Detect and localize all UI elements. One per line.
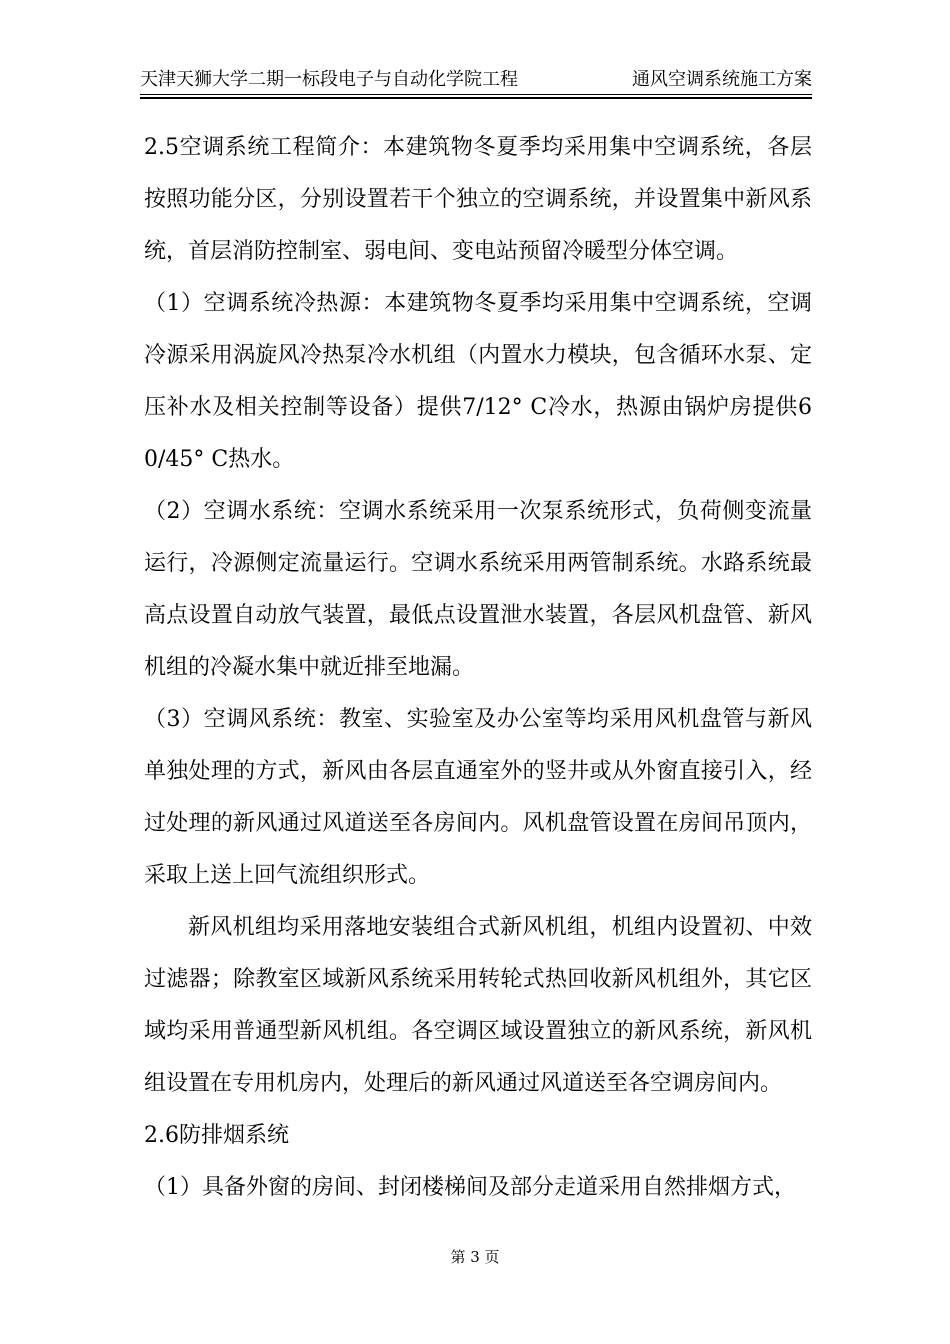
header-document-title: 通风空调系统施工方案	[632, 69, 812, 90]
header-rule-thick	[140, 97, 812, 99]
paragraph-natural-smoke-exhaust: （1）具备外窗的房间、封闭楼梯间及部分走道采用自然排烟方式，	[144, 1175, 796, 1200]
document-body	[144, 122, 812, 1214]
header-project-title: 天津天狮大学二期一标段电子与自动化学院工程	[140, 69, 518, 90]
header-rule-thin	[140, 94, 812, 95]
page-number: 第 3 页	[450, 1248, 500, 1266]
paragraph-heat-cold-source: （1）空调系统冷热源：本建筑物冬夏季均采用集中空调系统，空调冷源采用涡旋风冷热泵冷水机组（内置水力模块，包含循环水泵、定压补水及相关控制等设备）提供7/12° C冷水，热源由锅炉房提供60/45° C热水。	[144, 291, 812, 472]
page-header	[140, 68, 812, 94]
paragraph-fresh-air-units: 新风机组均采用落地安装组合式新风机组，机组内设置初、中效过滤器；除教室区域新风系统采用转轮式热回收新风机组外，其它区域均采用普通型新风机组。各空调区域设置独立的新风系统，新风机组设置在专用机房内，处理后的新风通过风道送至各空调房间内。	[144, 915, 812, 1096]
section-heading-2-6: 2.6防排烟系统	[144, 1123, 289, 1148]
paragraph-2-5-overview: 2.5空调系统工程简介：本建筑物冬夏季均采用集中空调系统，各层按照功能分区，分别设置若干个独立的空调系统，并设置集中新风系统，首层消防控制室、弱电间、变电站预留冷暖型分体空调。	[144, 135, 812, 264]
paragraph-water-system: （2）空调水系统：空调水系统采用一次泵系统形式，负荷侧变流量运行，冷源侧定流量运行。空调水系统采用两管制系统。水路系统最高点设置自动放气装置，最低点设置泄水装置，各层风机盘管、新风机组的冷凝水集中就近排至地漏。	[144, 499, 812, 680]
paragraph-air-system: （3）空调风系统：教室、实验室及办公室等均采用风机盘管与新风单独处理的方式，新风由各层直通室外的竖井或从外窗直接引入，经过处理的新风通过风道送至各房间内。风机盘管设置在房间吊顶内，采取上送上回气流组织形式。	[144, 707, 812, 888]
